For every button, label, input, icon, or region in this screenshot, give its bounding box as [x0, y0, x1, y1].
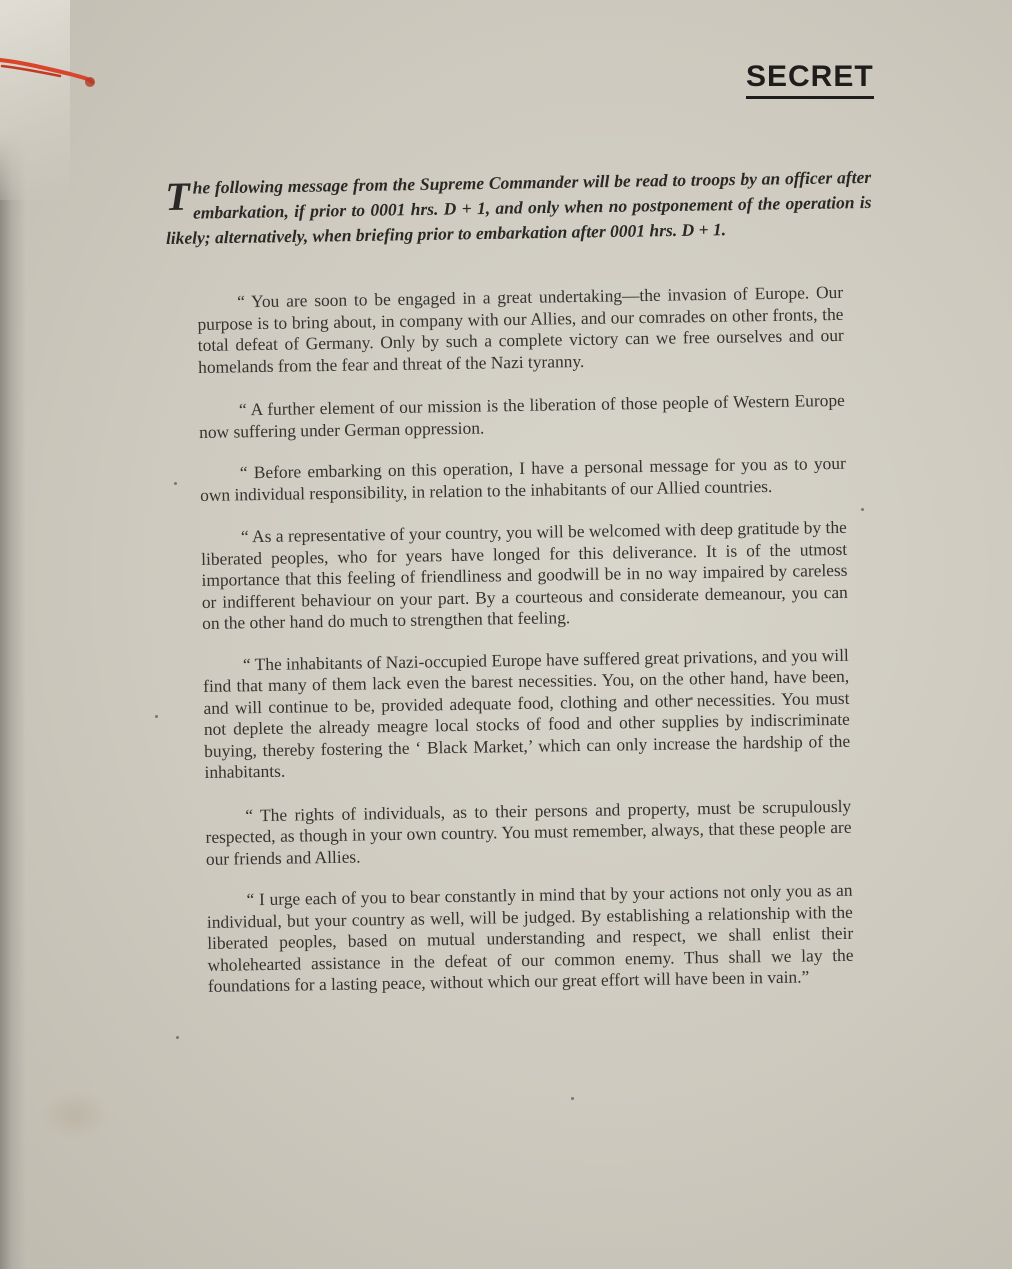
message-paragraph: “ As a representative of your country, you will be welcomed with deep gratitude by the liberated peoples, who for years have longed for this deliverance. It is of the utmost importance that this feeling of friendliness and goodwill be in no way impaired by careless or indifferent behaviour on your part. By a courteous and considerate demeanour, you can on the other hand do much to strengthen that feeling.	[201, 516, 848, 633]
speck	[155, 715, 158, 718]
folded-corner	[0, 0, 70, 200]
message-paragraph: “ The rights of individuals, as to their persons and property, must be scrupulously respected, as though in your own country. You must remember, always, that these people are our friends and Allies.	[205, 795, 852, 869]
speck	[861, 508, 864, 511]
message-paragraph: “ I urge each of you to bear constantly in mind that by your actions not only you as an individual, but your country as well, will be judged. By establishing a relationship with the liberated peoples, based on mutual understanding and respect, we shall enlist their wholehearted assistance in the defeat of our common enemy. Thus shall we lay the foundations for a lasting peace, without which our great effort will have been in vain.”	[206, 879, 854, 996]
message-body	[197, 282, 854, 1018]
intro-instruction	[165, 165, 872, 251]
message-paragraph: “ Before embarking on this operation, I have a personal message for you as to your own individual responsibility, in relation to the inhabitants of our Allied countries.	[200, 452, 846, 505]
red-string-tie	[0, 52, 96, 92]
speck	[174, 482, 177, 485]
intro-text: he following message from the Supreme Commander will be read to troops by an officer after embarkation, if prior to 0001 hrs. D + 1, and only when no postponement of the operation is likely; alternatively, when briefing prior to embarkation after 0001 hrs. D + 1.	[165, 166, 872, 248]
paper-stain	[40, 1090, 110, 1140]
secret-header: SECRET	[746, 60, 874, 99]
speck	[176, 1036, 179, 1039]
message-paragraph: “ The inhabitants of Nazi-occupied Europe have suffered great privations, and you will find that many of them lack even the barest necessities. You, on the other hand, have been, and will continue to be, provided adequate food, clothing and other necessities. You must not deplete the already meagre local stocks of food and other supplies by indiscriminate buying, thereby fostering the ‘ Black Market,’ which can only increase the hardship of the inhabitants.	[203, 644, 851, 782]
message-paragraph: “ A further element of our mission is the liberation of those people of Western Europe now suffering under German oppression.	[199, 389, 845, 442]
message-paragraph: “ You are soon to be engaged in a great undertaking—the invasion of Europe. Our purpose is to bring about, in company with our Allies, and our comrades on other fronts, the total defeat of Germany. Only by such a complete victory can we free ourselves and our homelands from the fear and threat of the Nazi tyranny.	[197, 281, 844, 377]
speck	[571, 1097, 574, 1100]
intro-dropcap: T	[164, 173, 191, 219]
